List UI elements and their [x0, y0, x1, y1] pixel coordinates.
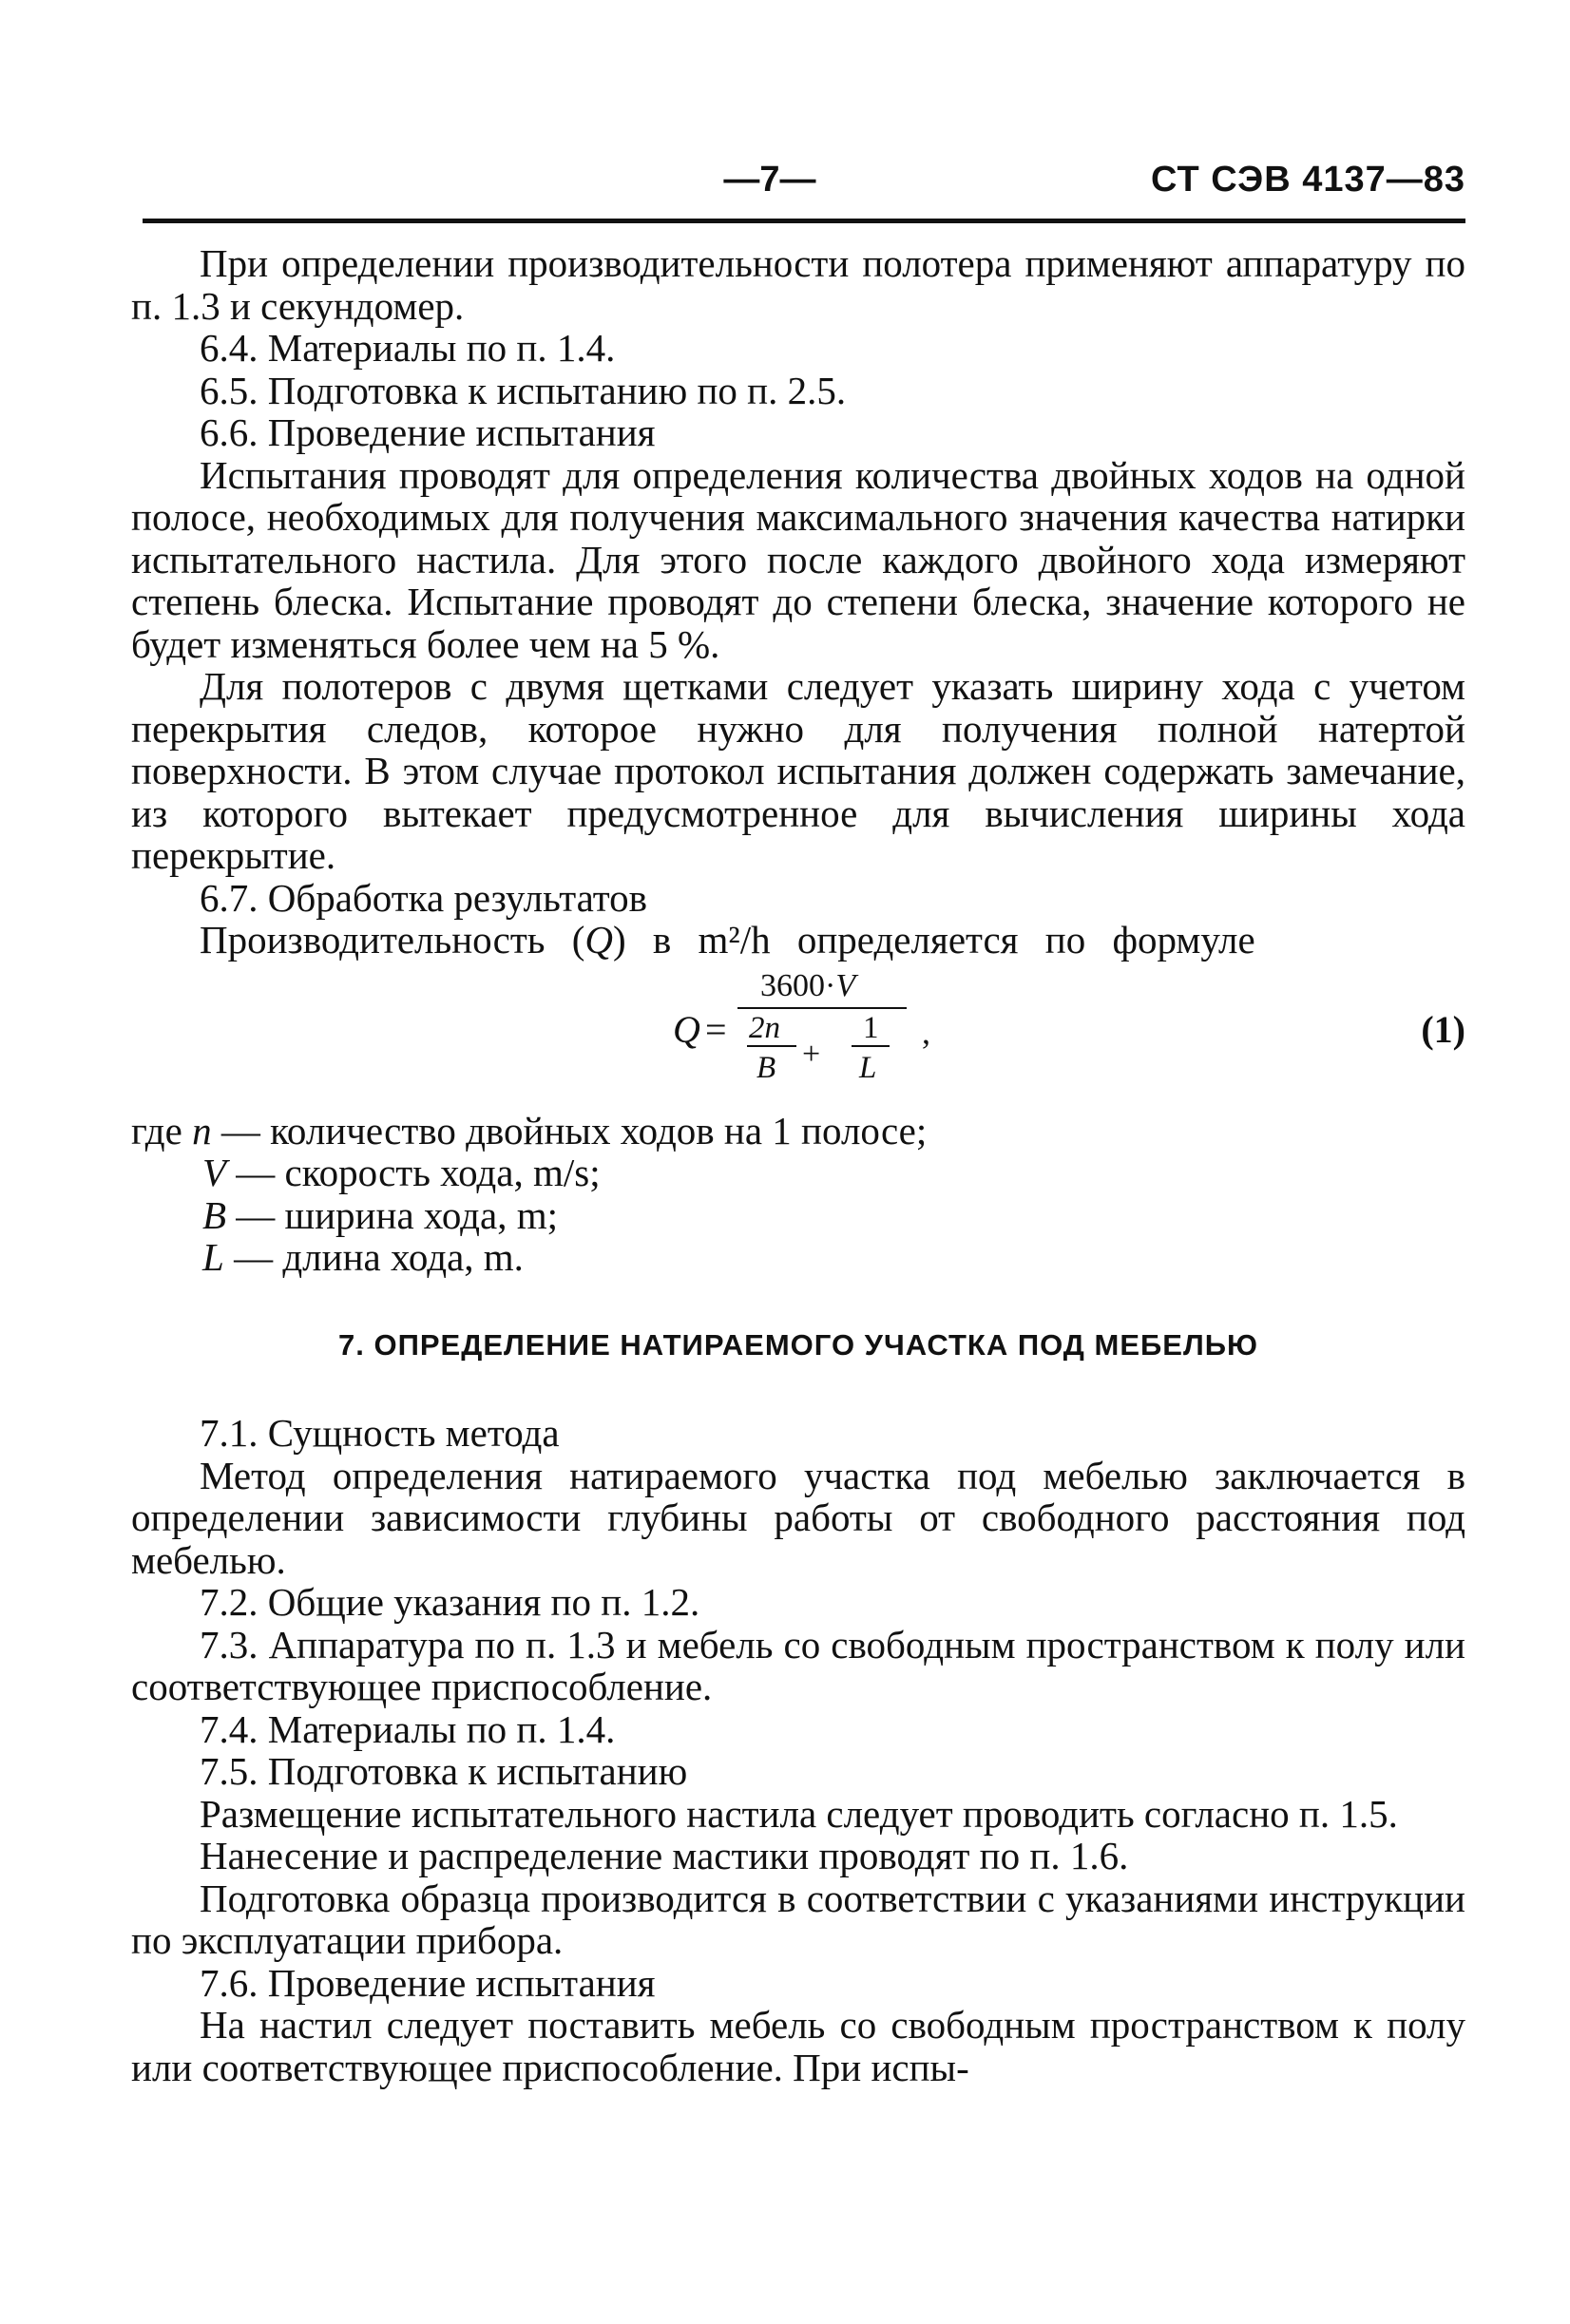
paragraph-placement: Размещение испытательного настила следует проводить согласно п. 1.5. — [200, 1791, 1398, 1836]
header-rule — [143, 219, 1465, 223]
paragraph-performance-equipment: При определении производительности полотера применяют аппаратуру по п. 1.3 и секундомер. — [131, 241, 1465, 328]
paragraph-sample-prep: Подготовка образца производится в соответствии с указаниями инструкции по эксплуатации прибора. — [131, 1876, 1465, 1962]
variable-b-text: — ширина хода, m; — [226, 1192, 558, 1237]
variable-v — [131, 1152, 1465, 1194]
formula-den-right-numerator: 1 — [863, 1010, 879, 1045]
variable-definitions — [131, 1110, 1465, 1279]
variable-b — [131, 1194, 1465, 1237]
variable-l-symbol: L — [202, 1235, 224, 1279]
clause-7-1: 7.1. Сущность метода — [200, 1411, 560, 1455]
formula-equals: = — [705, 1007, 727, 1051]
formula-intro-symbol: Q — [584, 918, 614, 962]
variable-l — [131, 1236, 1465, 1279]
clause-6-7: 6.7. Обработка результатов — [200, 875, 648, 920]
variable-v-symbol: V — [202, 1151, 227, 1194]
clause-7-4: 7.4. Материалы по п. 1.4. — [200, 1706, 616, 1751]
formula-intro — [131, 919, 1465, 962]
formula-block — [131, 965, 1465, 1108]
clause-6-6: 6.6. Проведение испытания — [200, 410, 656, 454]
variable-n-text: — количество двойных ходов на 1 полосе; — [211, 1108, 928, 1152]
clause-7-2: 7.2. Общие указания по п. 1.2. — [200, 1580, 700, 1624]
formula-number: (1) — [1421, 1007, 1465, 1051]
variable-l-text: — длина хода, m. — [223, 1235, 524, 1279]
variable-n-symbol: n — [192, 1108, 212, 1152]
formula-numerator-value: 3600· — [760, 967, 836, 1003]
formula-den-right-denominator: L — [859, 1050, 877, 1085]
formula-numerator-var: V — [835, 967, 856, 1003]
formula-1 — [673, 965, 996, 1108]
paragraph-mastic: Нанесение и распределение мастики проводят по п. 1.6. — [200, 1834, 1129, 1877]
variable-v-text: — скорость хода, m/s; — [226, 1151, 601, 1194]
clause-7-5: 7.5. Подготовка к испытанию — [200, 1749, 688, 1793]
formula-den-left-denominator: B — [756, 1050, 776, 1085]
page-header — [143, 160, 1465, 217]
formula-numerator — [760, 965, 855, 1008]
document-body — [131, 242, 1465, 2088]
paragraph-two-brushes: Для полотеров с двумя щетками следует указать ширину хода с учетом перекрытия следов, которое нужно для получения полной натертой поверхности. В этом случае протокол испытания должен содержать замечание, из которого вытекает предусмотренное для вычисления ширины хода перекрытие. — [131, 664, 1465, 877]
clause-7-6: 7.6. Проведение испытания — [200, 1960, 656, 2005]
paragraph-furniture: На настил следует поставить мебель со свободным пространством к полу или соответствующее приспособление. При испы- — [131, 2003, 1465, 2089]
paragraph-test-procedure: Испытания проводят для определения количества двойных ходов на одной полосе, необходимых для получения максимального значения качества натирки испытательного настила. Для этого после каждого двойного хода измеряют степень блеска. Испытание проводят до степени блеска, значение которого не будет изменяться более чем на 5 %. — [131, 452, 1465, 666]
standard-code: СТ СЭВ 4137—83 — [1150, 160, 1465, 200]
clause-6-4: 6.4. Материалы по п. 1.4. — [200, 326, 616, 370]
variable-n — [131, 1110, 1465, 1152]
section-7-heading: 7. ОПРЕДЕЛЕНИЕ НАТИРАЕМОГО УЧАСТКА ПОД МЕБЕЛЬЮ — [338, 1327, 1258, 1362]
formula-comma: , — [922, 1012, 930, 1051]
paragraph-method: Метод определения натираемого участка под мебелью заключается в определении зависимости глубины работы от свободного расстояния под мебелью. — [131, 1453, 1465, 1582]
formula-plus: + — [802, 1036, 821, 1072]
clause-7-3: 7.3. Аппаратура по п. 1.3 и мебель со свободным пространством к полу или соответствующее приспособление. — [131, 1622, 1465, 1708]
formula-intro-before: Производительность ( — [200, 918, 585, 962]
clause-6-5: 6.5. Подготовка к испытанию по п. 2.5. — [200, 368, 847, 412]
variable-n-prefix: где — [131, 1108, 193, 1152]
variable-b-symbol: B — [202, 1192, 227, 1237]
formula-den-left-numerator: 2n — [749, 1010, 780, 1045]
formula-intro-after: ) в m²/h определяется по формуле — [613, 918, 1255, 962]
page-number: —7— — [723, 160, 816, 200]
formula-lhs: Q — [673, 1007, 700, 1051]
